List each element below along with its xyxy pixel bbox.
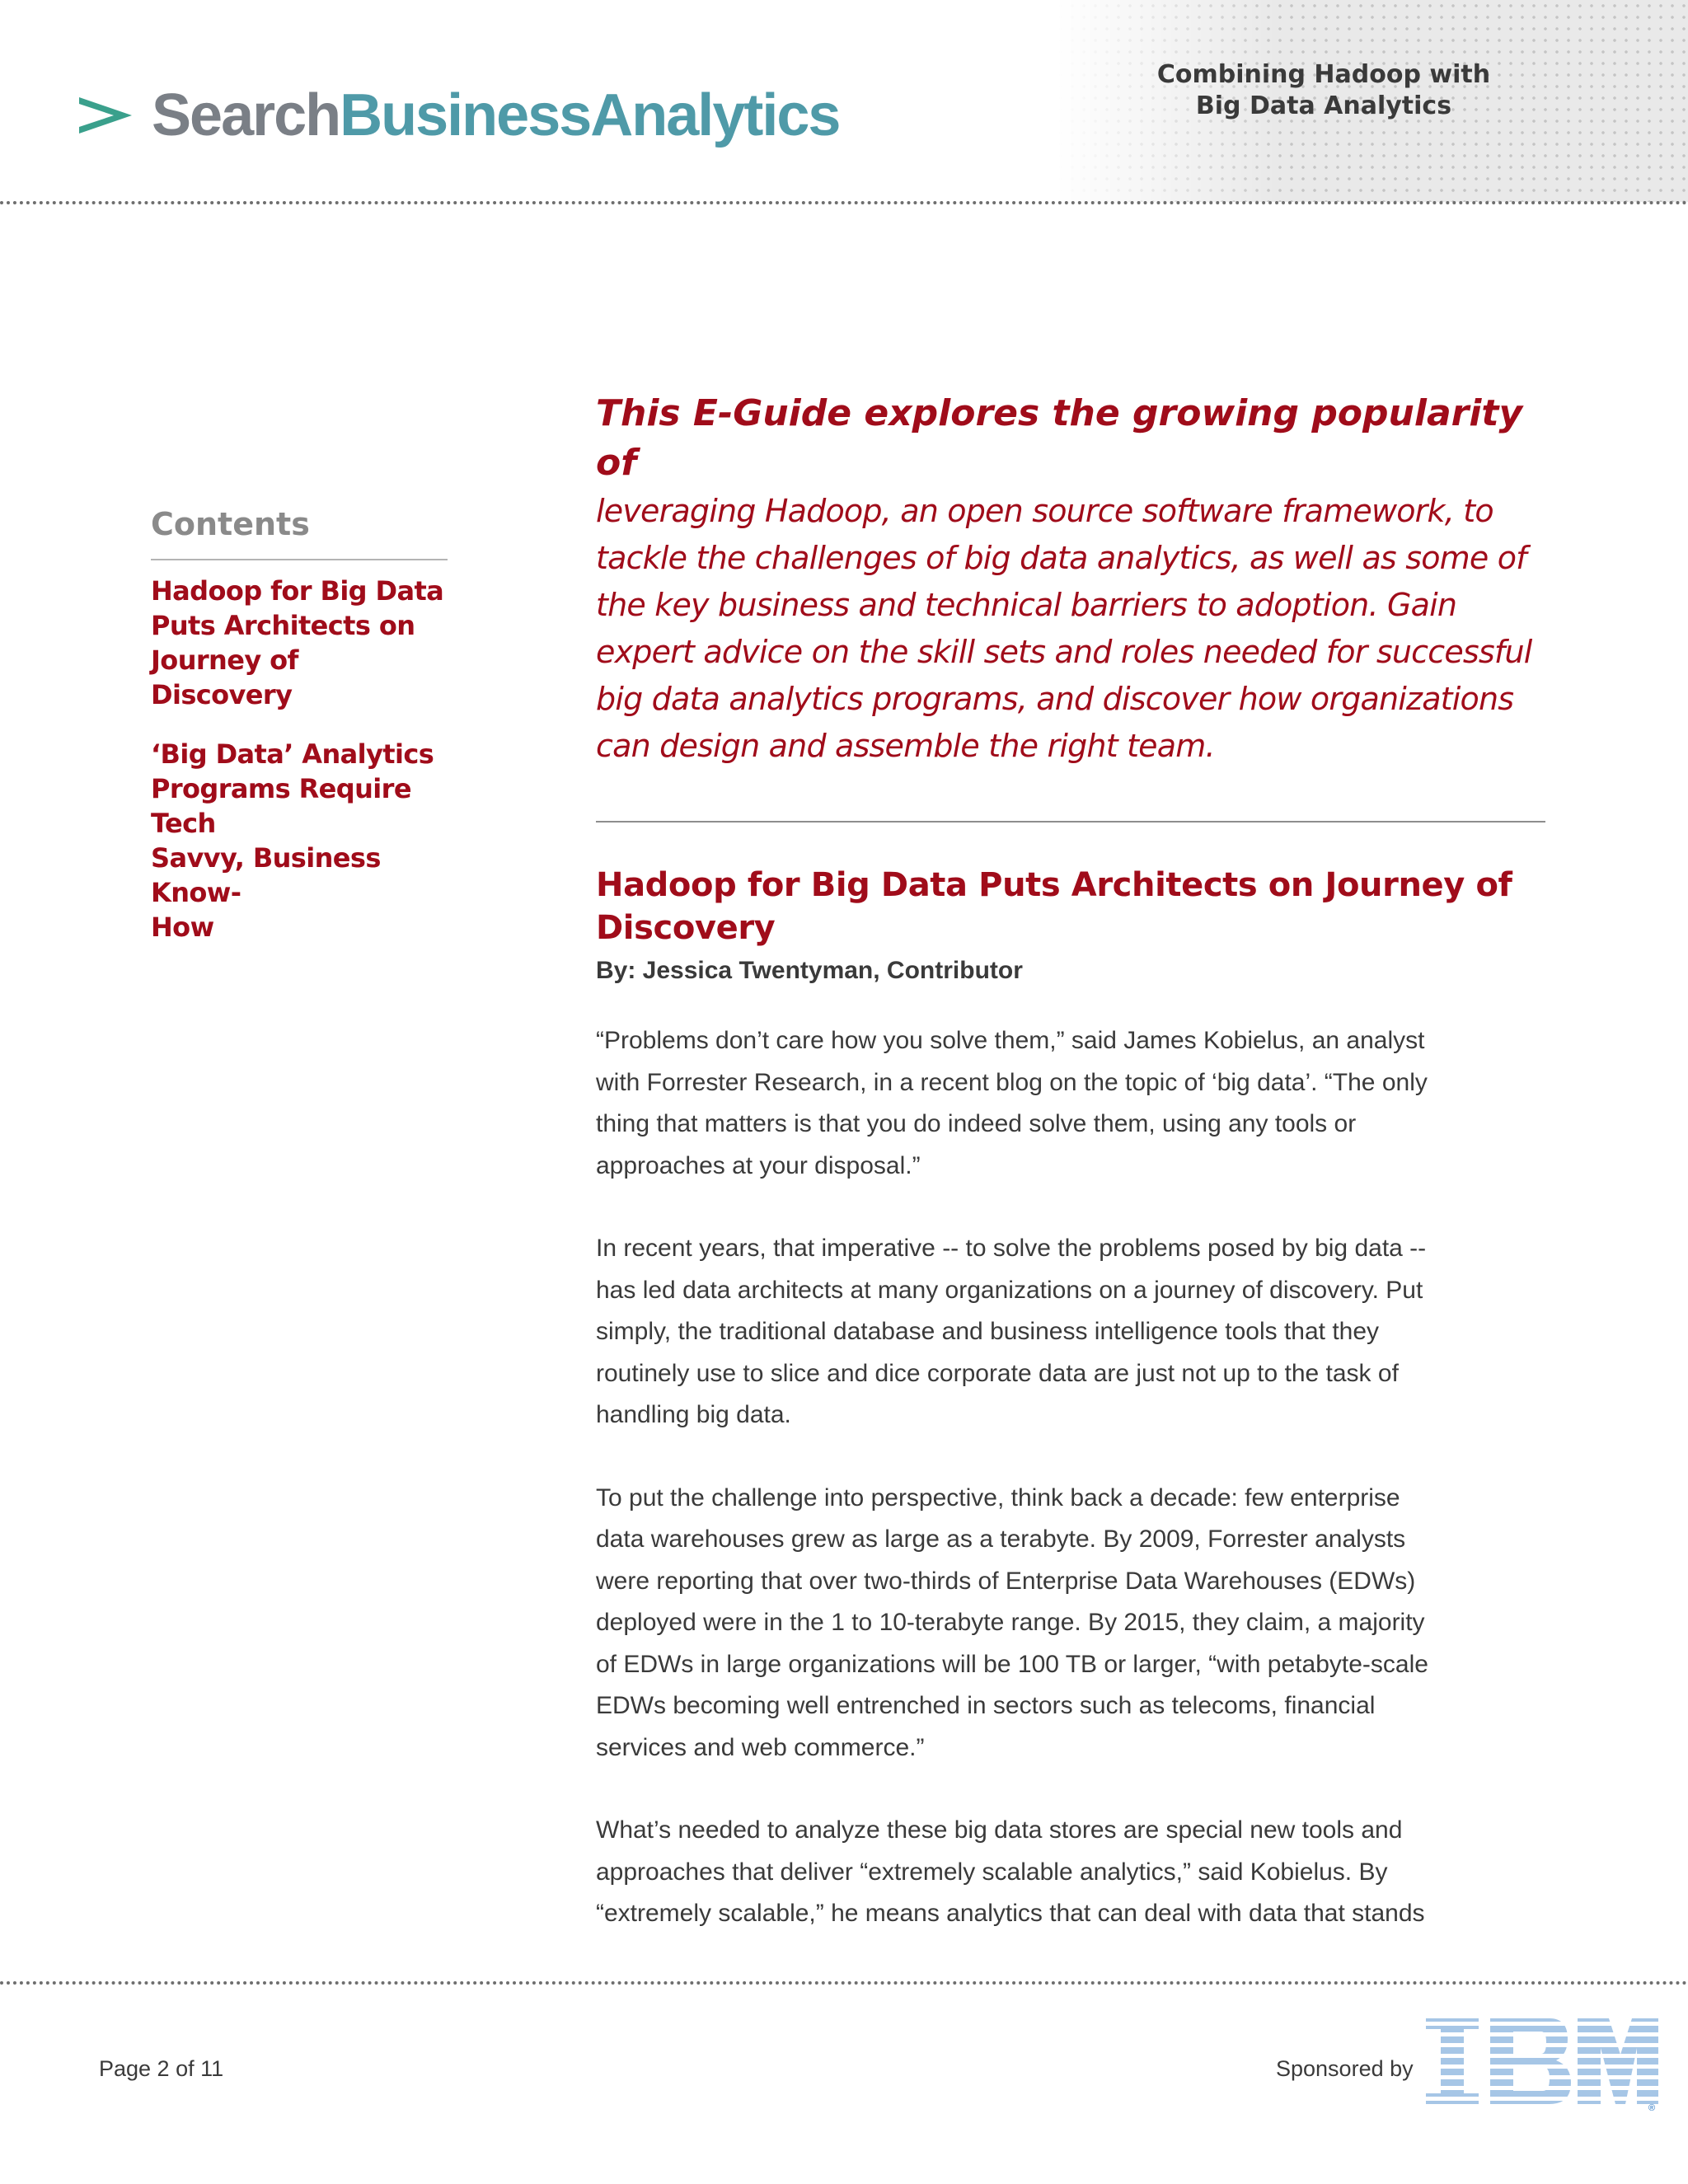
article-paragraph xyxy=(596,1810,1548,1935)
intro-line: big data analytics programs, and discover how organizations xyxy=(596,681,1514,717)
paragraph-line: has led data architects at many organizations on a journey of discovery. Put xyxy=(596,1276,1423,1304)
page-number: Page 2 of 11 xyxy=(99,2056,224,2081)
contents-link-hadoop-architects[interactable] xyxy=(151,574,448,712)
paragraph-line: were reporting that over two-thirds of Enterprise Data Warehouses (EDWs) xyxy=(596,1567,1416,1595)
paragraph-line: “Problems don’t care how you solve them,” said James Kobielus, an analyst xyxy=(596,1027,1425,1054)
article-title-line: Discovery xyxy=(596,909,776,947)
contents-heading: Contents xyxy=(151,506,448,560)
ibm-logo-icon[interactable] xyxy=(1426,2015,1658,2112)
guide-title xyxy=(1134,59,1513,122)
paragraph-line: services and web commerce.” xyxy=(596,1733,925,1761)
chevron-arrow-icon xyxy=(79,92,142,138)
intro-line: tackle the challenges of big data analytics, as well as some of xyxy=(596,540,1526,576)
intro-lead: This E-Guide explores the growing popularity of xyxy=(596,392,1523,484)
contents-link-line: Journey of Discovery xyxy=(151,644,298,710)
contents-link-line: Hadoop for Big Data xyxy=(151,575,444,607)
paragraph-line: of EDWs in large organizations will be 100 TB or larger, “with petabyte-scale xyxy=(596,1650,1428,1678)
contents-link-line: Puts Architects on xyxy=(151,610,415,641)
paragraph-line: with Forrester Research, in a recent blog on the topic of ‘big data’. “The only xyxy=(596,1068,1428,1096)
contents-list xyxy=(151,574,448,944)
contents-link-big-data-programs[interactable] xyxy=(151,737,448,944)
paragraph-line: EDWs becoming well entrenched in sectors such as telecoms, financial xyxy=(596,1692,1376,1719)
logo-word-business-analytics: BusinessAnalytics xyxy=(340,82,840,148)
paragraph-line: data warehouses grew as large as a terabyte. By 2009, Forrester analysts xyxy=(596,1526,1406,1553)
paragraph-line: deployed were in the 1 to 10-terabyte range. By 2015, they claim, a majority xyxy=(596,1609,1425,1636)
paragraph-line: handling big data. xyxy=(596,1401,791,1428)
paragraph-line: approaches that deliver “extremely scalable analytics,” said Kobielus. By xyxy=(596,1858,1388,1886)
article-title-line: Hadoop for Big Data Puts Architects on Journey of xyxy=(596,866,1512,904)
contents-link-line: ‘Big Data’ Analytics xyxy=(151,738,434,770)
article-paragraph xyxy=(596,1478,1548,1769)
paragraph-line: routinely use to slice and dice corporate data are just not up to the task of xyxy=(596,1359,1399,1387)
guide-title-line: Big Data Analytics xyxy=(1195,91,1452,120)
contents-link-line: Programs Require Tech xyxy=(151,773,411,839)
article-paragraph xyxy=(596,1228,1548,1436)
article-paragraph xyxy=(596,1020,1548,1187)
contents-link-line: Savvy, Business Know- xyxy=(151,842,381,908)
main-content xyxy=(596,389,1548,1935)
header-divider xyxy=(0,201,1688,204)
paragraph-line: What’s needed to analyze these big data stores are special new tools and xyxy=(596,1816,1403,1844)
paragraph-line: approaches at your disposal.” xyxy=(596,1151,921,1179)
intro-blurb xyxy=(596,389,1548,770)
paragraph-line: To put the challenge into perspective, think back a decade: few enterprise xyxy=(596,1483,1400,1511)
article-title xyxy=(596,864,1548,949)
paragraph-line: thing that matters is that you do indeed solve them, using any tools or xyxy=(596,1110,1357,1137)
contents-link-line: How xyxy=(151,912,214,943)
site-logo[interactable] xyxy=(79,82,839,148)
logo-word-search: Search xyxy=(152,82,340,148)
sponsored-by-label: Sponsored by xyxy=(1276,2056,1414,2081)
svg-text:®: ® xyxy=(1648,2103,1656,2112)
intro-line: expert advice on the skill sets and roles needed for successful xyxy=(596,634,1532,670)
paragraph-line: In recent years, that imperative -- to solve the problems posed by big data -- xyxy=(596,1235,1427,1262)
contents-sidebar xyxy=(151,506,448,969)
paragraph-line: simply, the traditional database and business intelligence tools that they xyxy=(596,1318,1380,1345)
footer-divider xyxy=(0,1981,1688,1985)
article-byline: By: Jessica Twentyman, Contributor xyxy=(596,957,1023,984)
intro-divider xyxy=(596,821,1545,823)
paragraph-line: “extremely scalable,” he means analytics that can deal with data that stands xyxy=(596,1900,1425,1927)
intro-line: leveraging Hadoop, an open source software framework, to xyxy=(596,493,1493,529)
logo-wordmark xyxy=(152,82,840,148)
guide-title-line: Combining Hadoop with xyxy=(1156,60,1491,89)
intro-line: can design and assemble the right team. xyxy=(596,728,1215,764)
intro-line: the key business and technical barriers to adoption. Gain xyxy=(596,587,1457,623)
